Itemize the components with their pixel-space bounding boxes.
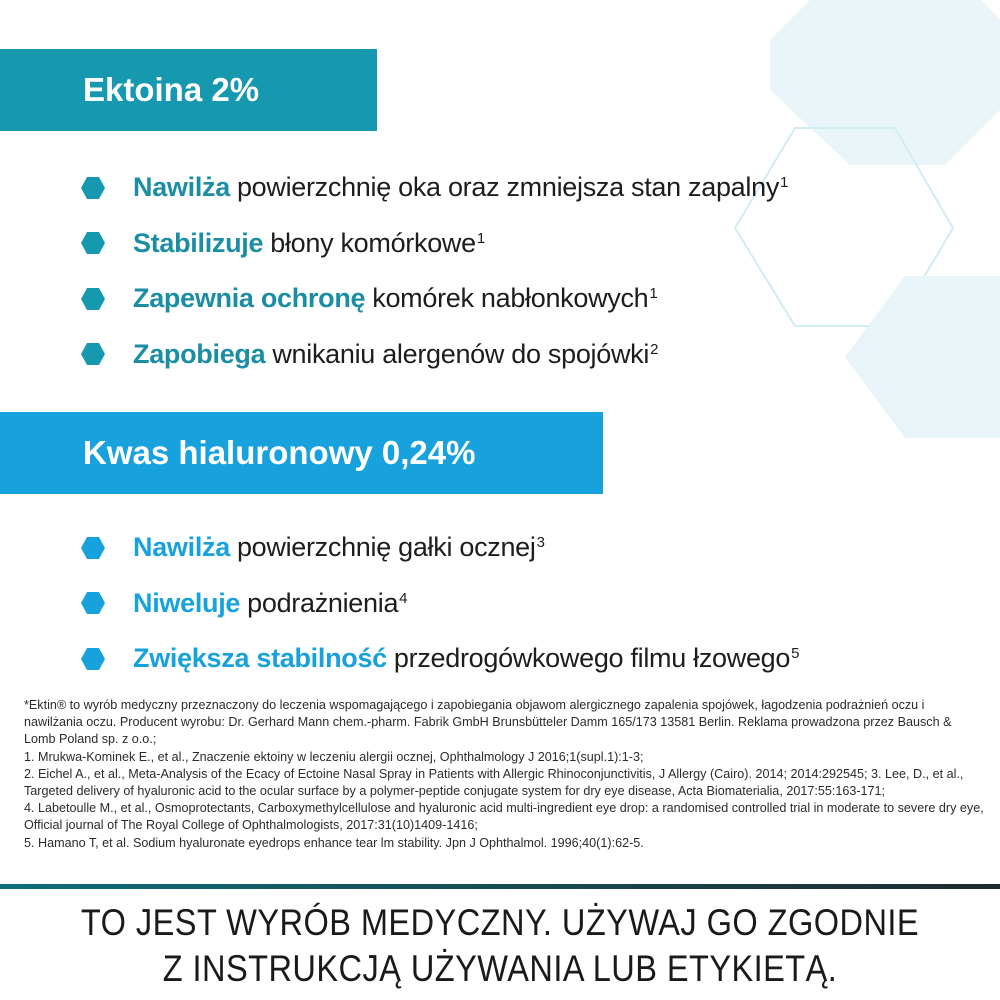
list-item	[80, 216, 788, 272]
benefit-text: powierzchnię oka oraz zmniejsza stan zapalny	[236, 172, 780, 203]
reference-number: 1	[780, 174, 789, 192]
reference-note: 2. Eichel A., et al., Meta-Analysis of the Ecacy of Ectoine Nasal Spray in Patients with Allergic Rhinoconjunctivitis, J Allergy (Cairo). 2014; 2014:292545; 3. Lee, D., et al., Targeted delivery of hyaluronic acid to the ocular surface by a polymer-peptide conjugate system for dry eye disease, Acta Biomaterialia, 2017:55:163-171;	[24, 766, 964, 799]
divider	[0, 884, 1000, 889]
reference-number: 4	[399, 589, 408, 607]
reference-number: 2	[650, 340, 659, 358]
benefit-keyword: Nawilża	[133, 532, 230, 563]
benefit-text: komórek nabłonkowych	[372, 283, 649, 314]
reference-number: 1	[476, 229, 485, 247]
ectoine-section-title: Ektoina 2%	[83, 71, 260, 108]
disclaimer-line: Z INSTRUKCJĄ UŻYWANIA LUB ETYKIETĄ.	[162, 948, 838, 989]
benefit-text: błony komórkowe	[270, 227, 476, 258]
hexagon-bullet-icon	[80, 342, 106, 366]
reference-number: 5	[791, 645, 800, 663]
background-hexagon-top	[770, 0, 1000, 165]
background-hexagon-right	[845, 276, 1000, 438]
benefit-keyword: Nawilża	[133, 172, 230, 203]
hyaluronic-acid-benefits-list	[80, 520, 799, 687]
benefit-text: powierzchnię gałki ocznej	[236, 532, 536, 563]
benefit-text: podrażnienia	[247, 587, 399, 618]
benefit-text: przedrogówkowego filmu łzowego	[393, 643, 791, 674]
hexagon-bullet-icon	[80, 231, 106, 255]
benefit-keyword: Stabilizuje	[133, 227, 264, 258]
benefit-keyword: Zapobiega	[133, 338, 266, 369]
list-item	[80, 520, 799, 576]
hexagon-bullet-icon	[80, 176, 106, 200]
hexagon-bullet-icon	[80, 647, 106, 671]
reference-note: 5. Hamano T, et al. Sodium hyaluronate eyedrops enhance tear lm stability. Jpn J Ophthalmol. 1996;40(1):62-5.	[24, 835, 644, 850]
list-item	[80, 576, 799, 632]
list-item	[80, 160, 788, 216]
reference-number: 3	[536, 534, 545, 552]
hexagon-bullet-icon	[80, 287, 106, 311]
benefit-keyword: Zapewnia ochronę	[133, 283, 366, 314]
medical-device-disclaimer	[60, 900, 940, 992]
hyaluronic-acid-section-header	[0, 412, 603, 494]
benefit-keyword: Niweluje	[133, 587, 241, 618]
reference-note: 4. Labetoulle M., et al., Osmoprotectants, Carboxymethylcellulose and hyaluronic acid multi-ingredient eye drop: a randomised controlled trial in moderate to severe dry eye, Official journal of The Royal College of Ophthalmologists, 2017:31(10)1409-1416;	[24, 801, 984, 833]
benefit-keyword: Zwiększa stabilność	[133, 643, 387, 674]
list-item	[80, 271, 788, 327]
ectoine-section-header	[0, 49, 377, 131]
ectoine-benefits-list	[80, 160, 788, 382]
disclaimer-line: TO JEST WYRÓB MEDYCZNY. UŻYWAJ GO ZGODNIE	[80, 902, 920, 943]
hexagon-bullet-icon	[80, 536, 106, 560]
benefit-text: wnikaniu alergenów do spojówki	[272, 338, 650, 369]
reference-number: 1	[649, 285, 658, 303]
reference-note: 1. Mrukwa-Kominek E., et al., Znaczenie ektoiny w leczeniu alergii ocznej, Ophthalmology J 2016;1(supl.1):1-3;	[24, 749, 644, 764]
list-item	[80, 631, 799, 687]
hexagon-bullet-icon	[80, 591, 106, 615]
hyaluronic-acid-section-title: Kwas hialuronowy 0,24%	[83, 434, 476, 471]
list-item	[80, 327, 788, 383]
footnotes	[24, 697, 986, 852]
product-legal-note: *Ektin® to wyrób medyczny przeznaczony do leczenia wspomagającego i zapobiegania objawom alergicznego zapalenia spojówek, łagodzenia podrażnień oczu i nawilżania oczu. Producent wyrobu: Dr. Gerhard Mann chem.-pharm. Fabrik GmbH Brunsbütteler Damm 165/173 13581 Berlin. Reklama prowadzona przez Bausch & Lomb Poland sp. z o.o.;	[24, 698, 952, 747]
